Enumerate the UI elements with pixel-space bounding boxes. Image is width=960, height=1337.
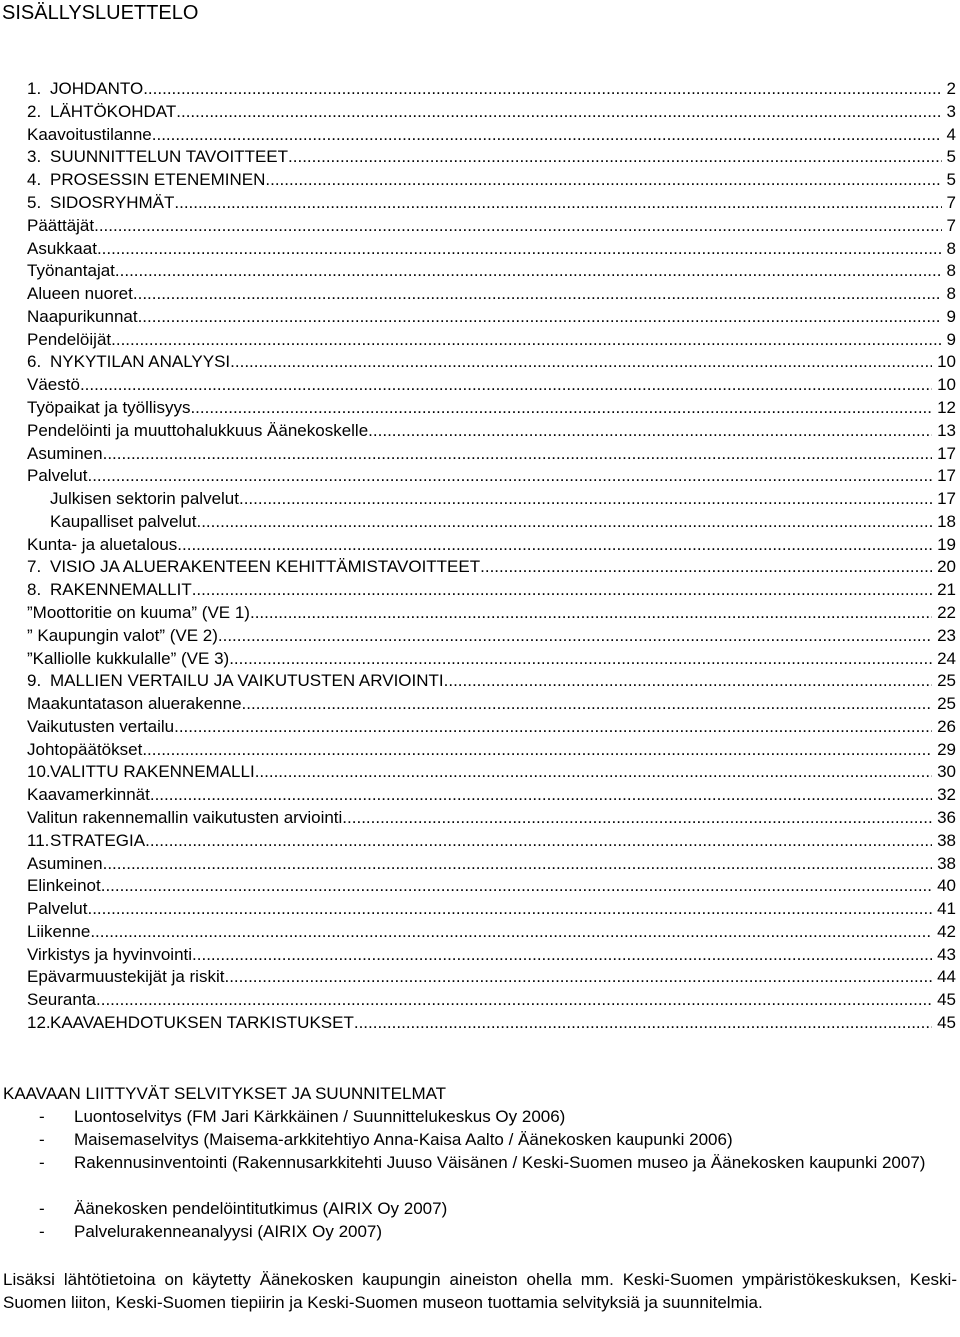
toc-leader-dots bbox=[133, 283, 942, 305]
toc-entry-title: JOHDANTO bbox=[50, 79, 144, 98]
toc-entry[interactable] bbox=[50, 488, 956, 510]
toc-entry-page: 5 bbox=[946, 170, 956, 190]
toc-entry-title: SUUNNITTELUN TAVOITTEET bbox=[50, 147, 289, 167]
toc-entry-number: 10. bbox=[27, 762, 51, 782]
toc-entry[interactable] bbox=[27, 169, 956, 191]
toc-entry[interactable] bbox=[27, 693, 956, 715]
toc-entry-page: 17 bbox=[937, 489, 956, 508]
toc-entry-page: 25 bbox=[937, 694, 956, 714]
toc-leader-dots bbox=[96, 989, 932, 1011]
toc-leader-dots bbox=[142, 739, 932, 761]
toc-entry-page: 36 bbox=[937, 808, 956, 827]
toc-leader-dots bbox=[150, 784, 932, 806]
toc-leader-dots bbox=[354, 1012, 932, 1034]
toc-leader-dots bbox=[176, 101, 941, 123]
toc-entry[interactable] bbox=[27, 556, 956, 578]
toc-entry-title: PROSESSIN ETENEMINEN bbox=[50, 170, 266, 190]
toc-entry-title: NYKYTILAN ANALYYSI bbox=[50, 352, 231, 372]
toc-entry-title: Kaavoitustilanne bbox=[27, 124, 152, 144]
toc-entry-page: 10 bbox=[937, 352, 956, 372]
toc-leader-dots bbox=[230, 351, 932, 373]
toc-entry-title: Seuranta bbox=[27, 990, 96, 1010]
toc-entry[interactable] bbox=[27, 238, 956, 260]
toc-leader-dots bbox=[192, 579, 932, 601]
toc-entry[interactable] bbox=[27, 443, 956, 465]
toc-entry[interactable] bbox=[27, 784, 956, 806]
toc-entry-title: Alueen nuoret bbox=[27, 284, 133, 303]
toc-entry-title: Epävarmuustekijät ja riskit bbox=[27, 967, 225, 987]
toc-entry-page: 2 bbox=[946, 79, 956, 98]
toc-leader-dots bbox=[103, 443, 932, 465]
toc-entry[interactable] bbox=[50, 511, 956, 533]
toc-entry[interactable] bbox=[27, 329, 956, 351]
study-list-item-text: Rakennusinventointi (Rakennusarkkitehti Juuso Väisänen / Keski-Suomen museo ja Äänekosken kaupunki 2007) bbox=[74, 1153, 926, 1172]
toc-entry-number: 7. bbox=[27, 557, 42, 577]
toc-entry-page: 41 bbox=[937, 899, 956, 919]
toc-leader-dots bbox=[192, 944, 932, 966]
toc-leader-dots bbox=[368, 420, 932, 442]
toc-entry-title: Työnantajat bbox=[27, 261, 115, 281]
toc-entry[interactable] bbox=[27, 989, 956, 1011]
toc-entry[interactable] bbox=[27, 351, 956, 373]
toc-entry-page: 38 bbox=[937, 853, 956, 873]
toc-entry-title: Virkistys ja hyvinvointi bbox=[27, 944, 193, 964]
toc-entry-number: 6. bbox=[27, 352, 42, 372]
toc-entry-page: 23 bbox=[937, 625, 956, 645]
toc-leader-dots bbox=[250, 602, 932, 624]
toc-entry-number: 12. bbox=[27, 1013, 51, 1032]
study-list-item-text: Maisemaselvitys (Maisema-arkkitehtiyo Anna-Kaisa Aalto / Äänekosken kaupunki 2006) bbox=[74, 1130, 733, 1149]
toc-entry[interactable] bbox=[27, 966, 956, 988]
toc-entry[interactable] bbox=[27, 716, 956, 738]
toc-entry-title: Palvelut bbox=[27, 466, 88, 486]
toc-entry-page: 8 bbox=[946, 284, 956, 303]
toc-entry-page: 13 bbox=[937, 420, 956, 440]
toc-entry-title: Työpaikat ja työllisyys bbox=[27, 397, 191, 417]
toc-entry-page: 17 bbox=[937, 443, 956, 463]
toc-leader-dots bbox=[97, 238, 942, 260]
toc-leader-dots bbox=[480, 556, 932, 578]
toc-entry-page: 17 bbox=[937, 466, 956, 486]
toc-leader-dots bbox=[174, 716, 932, 738]
toc-entry[interactable] bbox=[27, 807, 956, 829]
toc-leader-dots bbox=[138, 306, 942, 328]
toc-leader-dots bbox=[111, 329, 941, 351]
toc-entry[interactable] bbox=[27, 830, 956, 852]
study-list-item-text: Palvelurakenneanalyysi (AIRIX Oy 2007) bbox=[74, 1222, 383, 1241]
toc-entry-number: 2. bbox=[27, 101, 42, 121]
toc-entry[interactable] bbox=[27, 78, 956, 100]
study-list-item-text: Luontoselvitys (FM Jari Kärkkäinen / Suunnittelukeskus Oy 2006) bbox=[74, 1107, 566, 1126]
toc-entry[interactable] bbox=[27, 921, 956, 943]
toc-leader-dots bbox=[239, 488, 932, 510]
toc-entry-page: 12 bbox=[937, 397, 956, 417]
toc-entry[interactable] bbox=[27, 397, 956, 419]
toc-leader-dots bbox=[444, 670, 932, 692]
source-note: Lisäksi lähtötietoina on käytetty Äänekosken kaupungin aineiston ohella mm. Keski-Suomen ympäristökeskuksen, Keski-Suomen liiton, Keski-Suomen tiepiirin ja Keski-Suomen museon tuottamia selvityksiä ja suunnitelmia. bbox=[3, 1270, 957, 1312]
toc-entry-title: Maakuntatason aluerakenne bbox=[27, 694, 242, 714]
studies-heading: KAAVAAN LIITTYVÄT SELVITYKSET JA SUUNNITELMAT bbox=[3, 1084, 447, 1103]
toc-entry[interactable] bbox=[27, 124, 956, 146]
toc-entry-title: ”Kalliolle kukkulalle” (VE 3) bbox=[27, 648, 230, 668]
toc-entry-page: 4 bbox=[946, 124, 956, 144]
toc-entry[interactable] bbox=[27, 944, 956, 966]
toc-entry[interactable] bbox=[27, 579, 956, 601]
toc-leader-dots bbox=[115, 260, 942, 282]
toc-leader-dots bbox=[229, 648, 932, 670]
toc-entry-title: Julkisen sektorin palvelut bbox=[50, 489, 239, 508]
toc-entry-number: 4. bbox=[27, 170, 42, 190]
toc-entry[interactable] bbox=[27, 534, 956, 556]
page-title: SISÄLLYSLUETTELO bbox=[2, 2, 199, 24]
toc-entry-title: RAKENNEMALLIT bbox=[50, 580, 192, 600]
toc-leader-dots bbox=[87, 465, 932, 487]
toc-entry-title: KAAVAEHDOTUKSEN TARKISTUKSET bbox=[50, 1013, 354, 1032]
toc-entry-number: 1. bbox=[27, 79, 42, 98]
toc-entry-page: 8 bbox=[946, 261, 956, 281]
toc-entry[interactable] bbox=[27, 215, 956, 237]
toc-entry-page: 18 bbox=[937, 511, 956, 531]
toc-entry-page: 45 bbox=[937, 990, 956, 1010]
toc-leader-dots bbox=[174, 192, 941, 214]
toc-entry-title: Naapurikunnat bbox=[27, 306, 138, 326]
list-dash: - bbox=[39, 1130, 45, 1149]
toc-entry-page: 5 bbox=[946, 147, 956, 167]
toc-entry-page: 21 bbox=[937, 580, 956, 600]
toc-leader-dots bbox=[218, 625, 932, 647]
list-dash: - bbox=[39, 1153, 45, 1172]
toc-entry-title: Johtopäätökset bbox=[27, 739, 143, 759]
toc-entry-title: MALLIEN VERTAILU JA VAIKUTUSTEN ARVIOINTI bbox=[50, 671, 444, 691]
toc-entry-title: ” Kaupungin valot” (VE 2) bbox=[27, 625, 218, 645]
toc-entry-page: 38 bbox=[937, 830, 956, 850]
toc-entry-page: 3 bbox=[946, 101, 956, 121]
toc-entry[interactable] bbox=[27, 260, 956, 282]
toc-leader-dots bbox=[87, 898, 932, 920]
toc-leader-dots bbox=[143, 78, 941, 100]
toc-leader-dots bbox=[224, 966, 932, 988]
toc-leader-dots bbox=[255, 761, 932, 783]
toc-entry-page: 19 bbox=[937, 534, 956, 554]
toc-leader-dots bbox=[196, 511, 932, 533]
toc-leader-dots bbox=[342, 807, 932, 829]
toc-entry-page: 26 bbox=[937, 716, 956, 736]
toc-entry-title: Kaavamerkinnät bbox=[27, 785, 150, 805]
toc-entry-title: LÄHTÖKOHDAT bbox=[50, 101, 177, 121]
toc-entry-title: Vaikutusten vertailu bbox=[27, 716, 175, 736]
toc-entry-title: SIDOSRYHMÄT bbox=[50, 192, 175, 212]
toc-entry[interactable] bbox=[27, 101, 956, 123]
toc-entry[interactable] bbox=[27, 853, 956, 875]
toc-entry-number: 5. bbox=[27, 192, 42, 212]
toc-entry[interactable] bbox=[27, 875, 956, 897]
toc-entry[interactable] bbox=[27, 625, 956, 647]
toc-entry-page: 7 bbox=[946, 192, 956, 212]
toc-entry[interactable] bbox=[27, 898, 956, 920]
toc-entry-page: 43 bbox=[937, 944, 956, 964]
list-dash: - bbox=[39, 1107, 45, 1126]
toc-entry-page: 24 bbox=[937, 648, 956, 668]
toc-entry-title: Liikenne bbox=[27, 921, 91, 941]
toc-entry-title: Elinkeinot bbox=[27, 876, 101, 896]
toc-entry[interactable] bbox=[27, 192, 956, 214]
toc-entry-page: 40 bbox=[937, 876, 956, 896]
toc-entry-page: 10 bbox=[937, 375, 956, 395]
toc-entry[interactable] bbox=[27, 648, 956, 670]
toc-leader-dots bbox=[177, 534, 932, 556]
toc-entry[interactable] bbox=[27, 283, 956, 305]
toc-entry-title: STRATEGIA bbox=[50, 830, 146, 850]
toc-entry-number: 3. bbox=[27, 147, 42, 167]
toc-entry-page: 32 bbox=[937, 785, 956, 805]
toc-leader-dots bbox=[265, 169, 941, 191]
toc-leader-dots bbox=[80, 374, 932, 396]
toc-entry[interactable] bbox=[27, 602, 956, 624]
toc-entry-title: VISIO JA ALUERAKENTEEN KEHITTÄMISTAVOITTEET bbox=[50, 557, 481, 577]
toc-entry-title: Kaupalliset palvelut bbox=[50, 511, 197, 531]
toc-leader-dots bbox=[190, 397, 932, 419]
toc-entry-title: VALITTU RAKENNEMALLI bbox=[50, 762, 255, 782]
toc-entry-page: 9 bbox=[946, 329, 956, 349]
toc-entry[interactable] bbox=[27, 465, 956, 487]
toc-entry[interactable] bbox=[27, 374, 956, 396]
toc-entry[interactable] bbox=[27, 146, 956, 168]
toc-leader-dots bbox=[288, 146, 942, 168]
toc-entry[interactable] bbox=[27, 761, 956, 783]
list-dash: - bbox=[39, 1222, 45, 1241]
toc-entry-page: 20 bbox=[937, 557, 956, 577]
toc-leader-dots bbox=[242, 693, 933, 715]
toc-entry[interactable] bbox=[27, 1012, 956, 1034]
toc-entry-title: Asuminen bbox=[27, 853, 103, 873]
study-list-item-text: Äänekosken pendelöintitutkimus (AIRIX Oy 2007) bbox=[74, 1199, 448, 1218]
toc-entry-page: 29 bbox=[937, 739, 956, 759]
toc-entry[interactable] bbox=[27, 420, 956, 442]
toc-entry-title: Asukkaat bbox=[27, 238, 97, 258]
toc-entry-page: 22 bbox=[937, 602, 956, 622]
toc-entry-title: Pendelöijät bbox=[27, 329, 112, 349]
toc-entry-title: Valitun rakennemallin vaikutusten arviointi bbox=[27, 808, 343, 827]
toc-entry[interactable] bbox=[27, 670, 956, 692]
toc-leader-dots bbox=[90, 921, 932, 943]
toc-entry[interactable] bbox=[27, 306, 956, 328]
toc-entry-title: Palvelut bbox=[27, 899, 88, 919]
toc-entry-page: 30 bbox=[937, 762, 956, 782]
toc-entry-title: Päättäjät bbox=[27, 215, 95, 235]
toc-entry-page: 42 bbox=[937, 921, 956, 941]
toc-leader-dots bbox=[94, 215, 941, 237]
toc-entry-page: 7 bbox=[946, 215, 956, 235]
toc-entry-page: 25 bbox=[937, 671, 956, 691]
toc-entry-number: 11. bbox=[27, 830, 50, 850]
toc-entry-number: 8. bbox=[27, 580, 42, 600]
toc-entry-title: Väestö bbox=[27, 375, 80, 395]
toc-entry-title: ”Moottoritie on kuuma” (VE 1) bbox=[27, 602, 250, 622]
toc-leader-dots bbox=[103, 853, 932, 875]
toc-leader-dots bbox=[152, 124, 942, 146]
toc-leader-dots bbox=[145, 830, 932, 852]
toc-entry-title: Kunta- ja aluetalous bbox=[27, 534, 178, 554]
toc-entry[interactable] bbox=[27, 739, 956, 761]
toc-entry-title: Pendelöinti ja muuttohalukkuus Äänekoskelle bbox=[27, 420, 369, 440]
toc-entry-page: 9 bbox=[946, 306, 956, 326]
list-dash: - bbox=[39, 1199, 45, 1218]
toc-entry-page: 44 bbox=[937, 967, 956, 987]
toc-entry-page: 45 bbox=[937, 1013, 956, 1032]
toc-entry-page: 8 bbox=[946, 238, 956, 258]
toc-entry-number: 9. bbox=[27, 671, 42, 691]
toc-entry-title: Asuminen bbox=[27, 443, 103, 463]
toc-leader-dots bbox=[101, 875, 932, 897]
